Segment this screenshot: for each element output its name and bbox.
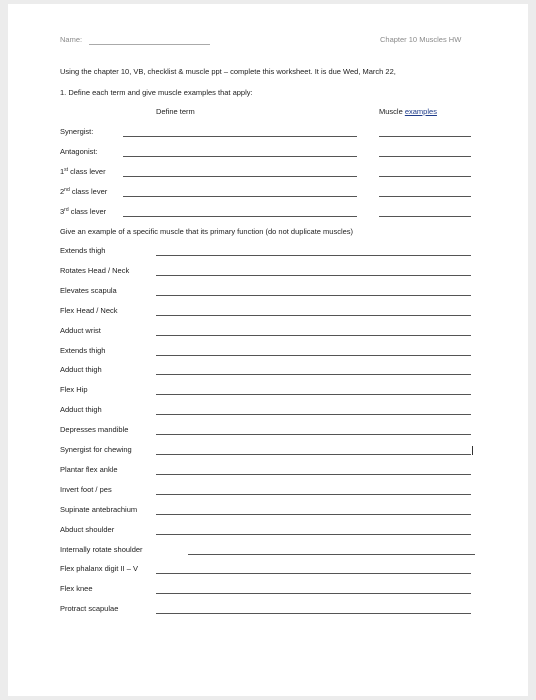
muscle-example-line[interactable] <box>379 196 471 197</box>
cursor-mark <box>472 446 473 455</box>
define-term-line[interactable] <box>123 176 357 177</box>
function-label: Adduct thigh <box>60 365 102 375</box>
question-2: Give an example of a specific muscle that its primary function (do not duplicate muscles) <box>60 227 354 236</box>
muscle-example-line[interactable] <box>379 136 471 137</box>
function-label: Invert foot / pes <box>60 484 112 494</box>
function-label: Flex Hip <box>60 385 88 395</box>
answer-line[interactable] <box>156 335 471 336</box>
answer-line[interactable] <box>156 494 471 495</box>
define-term-header: Define term <box>156 107 195 116</box>
function-label: Protract scapulae <box>60 604 119 614</box>
function-label: Flex Head / Neck <box>60 305 118 315</box>
answer-line[interactable] <box>156 394 471 395</box>
answer-line[interactable] <box>156 355 471 356</box>
define-term-line[interactable] <box>123 156 357 157</box>
define-term-line[interactable] <box>123 196 357 197</box>
function-label: Plantar flex ankle <box>60 464 118 474</box>
name-label: Name: <box>60 35 83 44</box>
answer-line[interactable] <box>156 275 471 276</box>
muscle-example-line[interactable] <box>379 176 471 177</box>
term-label: 1st class lever <box>60 167 106 176</box>
function-label: Synergist for chewing <box>60 445 132 454</box>
term-label: 3rd class lever <box>60 207 107 216</box>
answer-line[interactable] <box>156 315 471 316</box>
answer-line[interactable] <box>156 374 471 375</box>
function-label: Flex phalanx digit II – V <box>60 564 138 574</box>
function-label: Rotates Head / Neck <box>60 265 130 275</box>
function-label: Elevates scapula <box>60 285 117 295</box>
answer-line[interactable] <box>156 534 471 535</box>
function-label: Depresses mandible <box>60 425 129 435</box>
worksheet-page <box>8 4 528 696</box>
answer-line[interactable] <box>156 573 471 574</box>
function-label: Abduct shoulder <box>60 524 115 534</box>
answer-line[interactable] <box>156 434 471 435</box>
function-label: Extends thigh <box>60 345 106 355</box>
answer-line[interactable] <box>156 514 471 515</box>
function-label: Adduct wrist <box>60 325 101 335</box>
define-term-line[interactable] <box>123 216 357 217</box>
chapter-title: Chapter 10 Muscles HW <box>380 35 462 44</box>
muscle-example-line[interactable] <box>379 156 471 157</box>
term-label: Antagonist: <box>60 147 98 156</box>
answer-line[interactable] <box>156 474 471 475</box>
instructions: Using the chapter 10, VB, checklist & muscle ppt – complete this worksheet. It is due Wed, March 22, <box>60 67 396 76</box>
term-label: Synergist: <box>60 127 94 136</box>
answer-line[interactable] <box>156 255 471 256</box>
answer-line[interactable] <box>156 295 471 296</box>
function-label: Extends thigh <box>60 246 106 255</box>
name-line <box>89 44 210 45</box>
define-term-line[interactable] <box>123 136 357 137</box>
answer-line[interactable] <box>156 613 471 614</box>
muscle-examples-header: Muscle examples <box>379 107 437 116</box>
term-label: 2nd class lever <box>60 187 108 196</box>
function-label: Flex knee <box>60 584 93 594</box>
answer-line[interactable] <box>156 593 471 594</box>
answer-line[interactable] <box>156 414 471 415</box>
function-label: Internally rotate shoulder <box>60 544 143 554</box>
question-1: 1. Define each term and give muscle examples that apply: <box>60 88 253 97</box>
muscle-example-line[interactable] <box>379 216 471 217</box>
answer-line[interactable] <box>188 554 475 555</box>
function-label: Adduct thigh <box>60 405 102 415</box>
function-label: Supinate antebrachium <box>60 504 138 514</box>
answer-line[interactable] <box>156 454 471 455</box>
